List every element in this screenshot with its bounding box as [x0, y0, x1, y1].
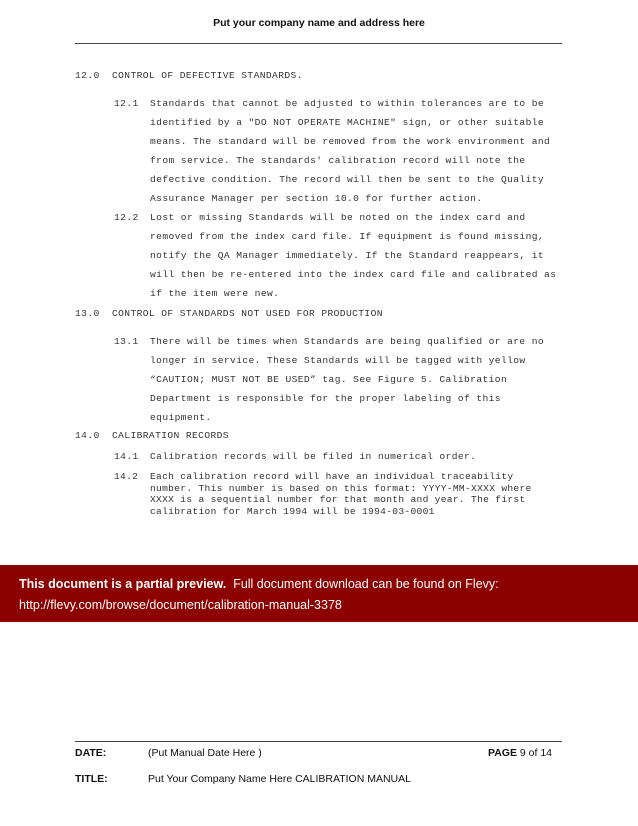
section-number: 12.0: [75, 70, 100, 81]
footer-rule: [75, 741, 562, 742]
paragraph-number: 12.2: [114, 212, 139, 223]
date-label: DATE:: [75, 747, 107, 759]
company-header: Put your company name and address here: [213, 17, 425, 29]
text-line: Standards that cannot be adjusted to within tolerances are to be: [150, 98, 545, 109]
text-line: Department is responsible for the proper labeling of this: [150, 393, 501, 404]
date-value: (Put Manual Date Here ): [148, 747, 262, 759]
text-line: “CAUTION; MUST NOT BE USED” tag. See Figure 5. Calibration: [150, 374, 508, 385]
paragraph-number: 14.1: [114, 451, 139, 462]
section-13-heading: [75, 304, 383, 323]
paragraph-number: 13.1: [114, 336, 139, 347]
text-line: calibration for March 1994 will be 1994-03-0001: [150, 505, 435, 517]
text-line: equipment.: [150, 412, 212, 423]
page-indicator: [488, 747, 552, 759]
text-line: There will be times when Standards are being qualified or are no: [150, 336, 545, 347]
text-line: number. This number is based on this format: YYYY-MM-XXXX where: [150, 482, 532, 494]
title-value: Put Your Company Name Here CALIBRATION MANUAL: [148, 773, 411, 785]
paragraph-14-2: [114, 471, 564, 517]
text-line: Lost or missing Standards will be noted on the index card and: [150, 212, 526, 223]
banner-bold-text: This document is a partial preview.: [19, 577, 227, 591]
text-line: XXXX is a sequential number for that month and year. The first: [150, 494, 526, 505]
text-line: identified by a "DO NOT OPERATE MACHINE" sign, or other suitable: [150, 117, 545, 128]
section-title: CALIBRATION RECORDS: [111, 430, 229, 441]
text-line: Calibration records will be filed in numerical order.: [150, 451, 477, 462]
text-line: Assurance Manager per section 10.0 for further action.: [150, 193, 483, 204]
paragraph-12-2: [114, 208, 564, 303]
header-rule: [75, 43, 562, 44]
text-line: means. The standard will be removed from the work environment and: [150, 136, 551, 147]
paragraph-number: 12.1: [114, 98, 139, 109]
section-14-heading: [75, 426, 229, 445]
section-number: 14.0: [75, 430, 100, 441]
text-line: from service. The standards' calibration record will note the: [150, 155, 526, 166]
banner-message: [19, 577, 499, 591]
text-line: will then be re-entered into the index card file and calibrated as: [150, 269, 557, 280]
text-line: if the item were new.: [150, 288, 280, 299]
section-title: CONTROL OF DEFECTIVE STANDARDS.: [111, 70, 303, 81]
text-line: defective condition. The record will then be sent to the Quality: [150, 174, 545, 185]
section-12-heading: [75, 66, 303, 85]
text-line: longer in service. These Standards will be tagged with yellow: [150, 355, 526, 366]
paragraph-12-1: [114, 94, 564, 208]
text-line: notify the QA Manager immediately. If the Standard reappears, it: [150, 250, 545, 261]
text-line: Each calibration record will have an individual traceability: [150, 471, 514, 482]
page-value: 9 of 14: [519, 747, 553, 759]
text-line: removed from the index card file. If equipment is found missing,: [150, 231, 545, 242]
paragraph-number: 14.2: [114, 471, 139, 482]
banner-text: Full document download can be found on Flevy:: [233, 577, 499, 591]
paragraph-13-1: [114, 332, 564, 427]
download-link[interactable]: http://flevy.com/browse/document/calibration-manual-3378: [19, 598, 342, 612]
page-label: PAGE: [488, 747, 517, 759]
title-label: TITLE:: [75, 773, 108, 785]
section-number: 13.0: [75, 308, 100, 319]
preview-banner: [0, 565, 638, 622]
paragraph-14-1: [114, 447, 564, 466]
section-title: CONTROL OF STANDARDS NOT USED FOR PRODUCTION: [111, 308, 383, 319]
